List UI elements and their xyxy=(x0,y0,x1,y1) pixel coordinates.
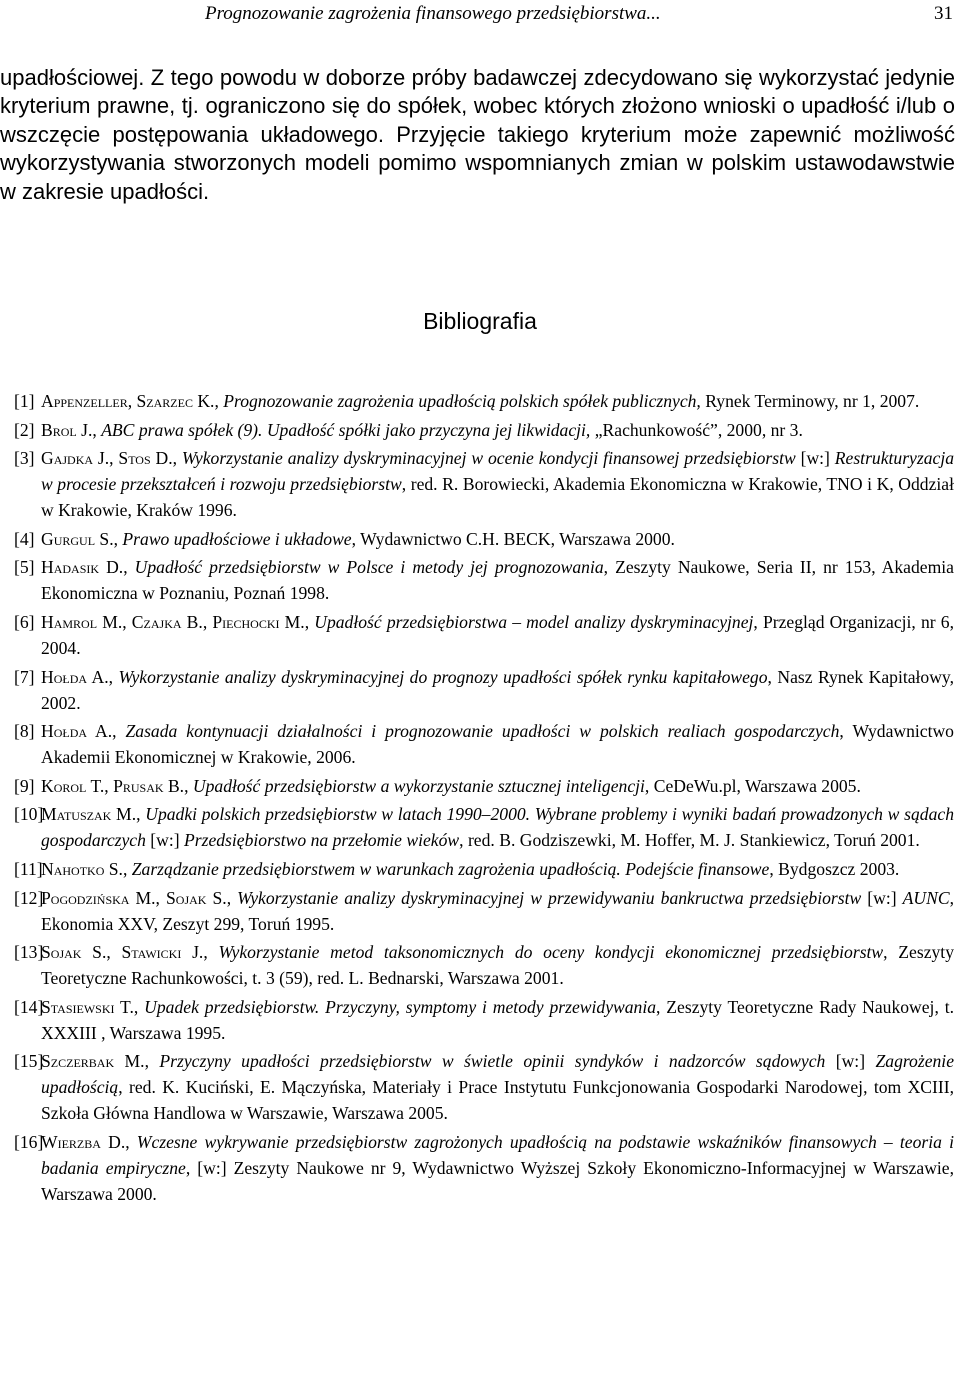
reference-authors: Hadasik D. xyxy=(41,557,124,578)
reference-separator: , xyxy=(226,887,238,908)
reference-in: [w:] xyxy=(145,830,185,851)
reference-details: , Zeszyty Teoretyczne Rady Naukowej, t. XXXIII , Warszawa 1995. xyxy=(41,996,954,1043)
reference-separator: , xyxy=(112,721,126,742)
reference-separator: , xyxy=(122,858,132,879)
reference-item xyxy=(14,801,954,853)
reference-item xyxy=(14,718,954,770)
reference-in: [w:] xyxy=(825,1051,876,1072)
reference-title: Wykorzystanie analizy dyskryminacyjnej w przewidywaniu bankructwa przedsiębiorstw xyxy=(237,887,862,908)
reference-title: Prawo upadłościowe i układowe xyxy=(122,528,352,549)
reference-number: [8] xyxy=(14,721,35,742)
reference-separator: , xyxy=(304,611,315,632)
reference-item xyxy=(14,856,954,882)
reference-number: [15] xyxy=(14,1051,44,1072)
reference-item xyxy=(14,445,954,523)
reference-item xyxy=(14,526,954,552)
reference-separator: , xyxy=(203,942,219,963)
reference-authors: Hołda A. xyxy=(41,721,113,742)
reference-title: Zarządzanie przedsiębiorstwem w warunkach zagrożenia upadłością. Podejście finansowe xyxy=(131,858,770,879)
reference-authors: Gajdka J., Stos D. xyxy=(41,448,173,469)
reference-number: [7] xyxy=(14,666,35,687)
reference-authors: Brol J. xyxy=(41,419,93,440)
reference-item xyxy=(14,994,954,1046)
reference-details: , Ekonomia XXV, Zeszyt 299, Toruń 1995. xyxy=(41,887,955,934)
reference-details: , Zeszyty Naukowe, Seria II, nr 153, Akademia Ekonomiczna w Poznaniu, Poznań 1998. xyxy=(41,557,954,604)
reference-authors: Pogodzińska M., Sojak S. xyxy=(41,887,227,908)
reference-details: , [w:] Zeszyty Naukowe nr 9, Wydawnictwo Wyższej Szkoły Ekonomiczno-Informacyjnej w Warszawie, Warszawa 2000. xyxy=(41,1157,954,1204)
reference-details: , Wydawnictwo Akademii Ekonomicznej w Krakowie, 2006. xyxy=(41,721,954,768)
reference-separator: , xyxy=(108,666,119,687)
reference-separator: , xyxy=(136,804,146,825)
reference-separator: , xyxy=(184,775,193,796)
reference-authors: Appenzeller, Szarzec K. xyxy=(41,391,215,411)
reference-separator: , xyxy=(125,1131,137,1152)
reference-item xyxy=(14,939,954,991)
reference-item xyxy=(14,773,954,799)
reference-authors: Stasiewski T. xyxy=(41,996,134,1017)
reference-details: , red. K. Kuciński, E. Mączyńska, Materiały i Prace Instytutu Funkcjonowania Gospodarki Narodowej, tom XCIII, Szkoła Główna Handlowa w Warszawie, Warszawa 2005. xyxy=(41,1077,954,1124)
reference-details: , red. R. Borowiecki, Akademia Ekonomiczna w Krakowie, TNO i K, Oddział w Krakowie, Kraków 1996. xyxy=(41,474,954,521)
reference-title: Upadłość przedsiębiorstw w Polsce i metody jej prognozowania xyxy=(134,557,604,578)
reference-title: Upadłość przedsiębiorstwa – model analizy dyskryminacyjnej xyxy=(314,611,754,632)
reference-number: [11] xyxy=(14,858,43,879)
reference-title: Przyczyny upadłości przedsiębiorstw w świetle opinii syndyków i nadzorców sądowych xyxy=(159,1051,826,1072)
reference-separator: , xyxy=(144,1051,160,1072)
reference-separator: , xyxy=(113,528,123,549)
reference-list xyxy=(14,388,954,1210)
reference-title: Wykorzystanie metod taksonomicznych do oceny kondycji ekonomicznej przedsiębiorstw xyxy=(218,942,884,963)
reference-source-title: Restrukturyzacja w procesie przekształceń i rozwoju przedsiębiorstw xyxy=(41,448,955,495)
reference-number: [13] xyxy=(14,942,44,963)
reference-item xyxy=(14,388,954,414)
reference-item xyxy=(14,1129,954,1207)
reference-title: Wykorzystanie analizy dyskryminacyjnej do prognozy upadłości spółek rynku kapitałowego xyxy=(118,666,768,687)
running-header xyxy=(205,2,953,26)
reference-details: , Zeszyty Teoretyczne Rachunkowości, t. 3 (59), red. L. Bednarski, Warszawa 2001. xyxy=(41,942,954,989)
reference-number: [12] xyxy=(14,887,44,908)
page-number: 31 xyxy=(934,3,953,24)
reference-details: , red. B. Godziszewki, M. Hoffer, M. J. Stankiewicz, Toruń 2001. xyxy=(459,830,920,851)
reference-authors: Wierzba D. xyxy=(41,1131,126,1152)
reference-number: [5] xyxy=(14,557,35,578)
reference-authors: Matuszak M. xyxy=(41,804,137,825)
reference-title: Wczesne wykrywanie przedsiębiorstw zagrożonych upadłością na podstawie wskaźników finansowych – teoria i badania empiryczne xyxy=(41,1131,954,1178)
reference-authors: Korol T., Prusak B. xyxy=(41,775,185,796)
reference-item xyxy=(14,885,954,937)
reference-details: , Przegląd Organizacji, nr 6, 2004. xyxy=(41,611,954,658)
reference-source-title: AUNC xyxy=(902,887,950,908)
reference-title: Upadłość przedsiębiorstw a wykorzystanie sztucznej inteligencji xyxy=(192,775,645,796)
reference-number: [14] xyxy=(14,996,44,1017)
reference-details: , Wydawnictwo C.H. BECK, Warszawa 2000. xyxy=(351,528,675,549)
reference-number: [2] xyxy=(14,419,35,440)
reference-title: Upadki polskich przedsiębiorstw w latach 1990–2000. Wybrane problemy i wyniki badań prowadzonych w sądach gospodarczych xyxy=(41,804,954,851)
reference-details: , Nasz Rynek Kapitałowy, 2002. xyxy=(41,666,954,713)
reference-authors: Hamrol M., Czajka B., Piechocki M. xyxy=(41,611,305,632)
reference-item xyxy=(14,664,954,716)
reference-title: ABC prawa spółek (9). Upadłość spółki jako przyczyna jej likwidacji, xyxy=(101,419,591,440)
reference-source-title: Przedsiębiorstwo na przełomie wieków xyxy=(184,830,460,851)
reference-separator: , xyxy=(214,391,224,411)
reference-number: [1] xyxy=(14,391,35,411)
body-paragraph: upadłościowej. Z tego powodu w doborze próby badawczej zdecydowano się wykorzystać jedynie kryterium prawne, tj. ograniczono się do spółek, wobec których złożono wnioski o upadłość i/lub o wszczęcie postępowania układowego. Przyjęcie takiego kryterium może zapewnić możliwość wykorzystywania stworzonych modeli pomimo wspomnianych zmian w polskim ustawodawstwie w zakresie upadłości. xyxy=(0,65,955,204)
running-title: Prognozowanie zagrożenia finansowego przedsiębiorstwa... xyxy=(205,3,661,24)
bibliography-heading: Bibliografia xyxy=(423,308,537,334)
reference-separator: , xyxy=(92,419,102,440)
reference-item xyxy=(14,554,954,606)
reference-details: , Bydgoszcz 2003. xyxy=(769,858,900,879)
reference-details: „Rachunkowość”, 2000, nr 3. xyxy=(590,419,803,440)
reference-details: Rynek Terminowy, nr 1, 2007. xyxy=(700,391,920,411)
reference-title: Zasada kontynuacji działalności i prognozowanie upadłości w polskich realiach gospodarczych xyxy=(125,721,840,742)
reference-separator: , xyxy=(172,448,182,469)
reference-in: [w:] xyxy=(861,887,903,908)
reference-title: Upadek przedsiębiorstw. Przyczyny, symptomy i metody przewidywania xyxy=(144,996,657,1017)
reference-in: [w:] xyxy=(795,448,835,469)
reference-number: [16] xyxy=(14,1131,44,1152)
reference-authors: Szczerbak M. xyxy=(41,1051,145,1072)
reference-title: Prognozowanie zagrożenia upadłością polskich spółek publicznych, xyxy=(223,391,701,411)
reference-details: , CeDeWu.pl, Warszawa 2005. xyxy=(644,775,861,796)
reference-number: [9] xyxy=(14,775,35,796)
reference-item xyxy=(14,1048,954,1126)
reference-source-title: Zagrożenie upadłością xyxy=(41,1051,955,1098)
reference-authors: Gurgul S. xyxy=(41,528,114,549)
reference-separator: , xyxy=(123,557,135,578)
reference-authors: Nahotko S. xyxy=(41,858,123,879)
reference-number: [4] xyxy=(14,528,35,549)
reference-separator: , xyxy=(133,996,145,1017)
reference-authors: Hołda A. xyxy=(41,666,109,687)
reference-number: [6] xyxy=(14,611,35,632)
reference-authors: Sojak S., Stawicki J. xyxy=(41,942,204,963)
reference-item xyxy=(14,417,954,443)
reference-number: [3] xyxy=(14,448,35,469)
reference-item xyxy=(14,609,954,661)
reference-title: Wykorzystanie analizy dyskryminacyjnej w ocenie kondycji finansowej przedsiębiorstw xyxy=(181,448,796,469)
reference-number: [10] xyxy=(14,804,44,825)
